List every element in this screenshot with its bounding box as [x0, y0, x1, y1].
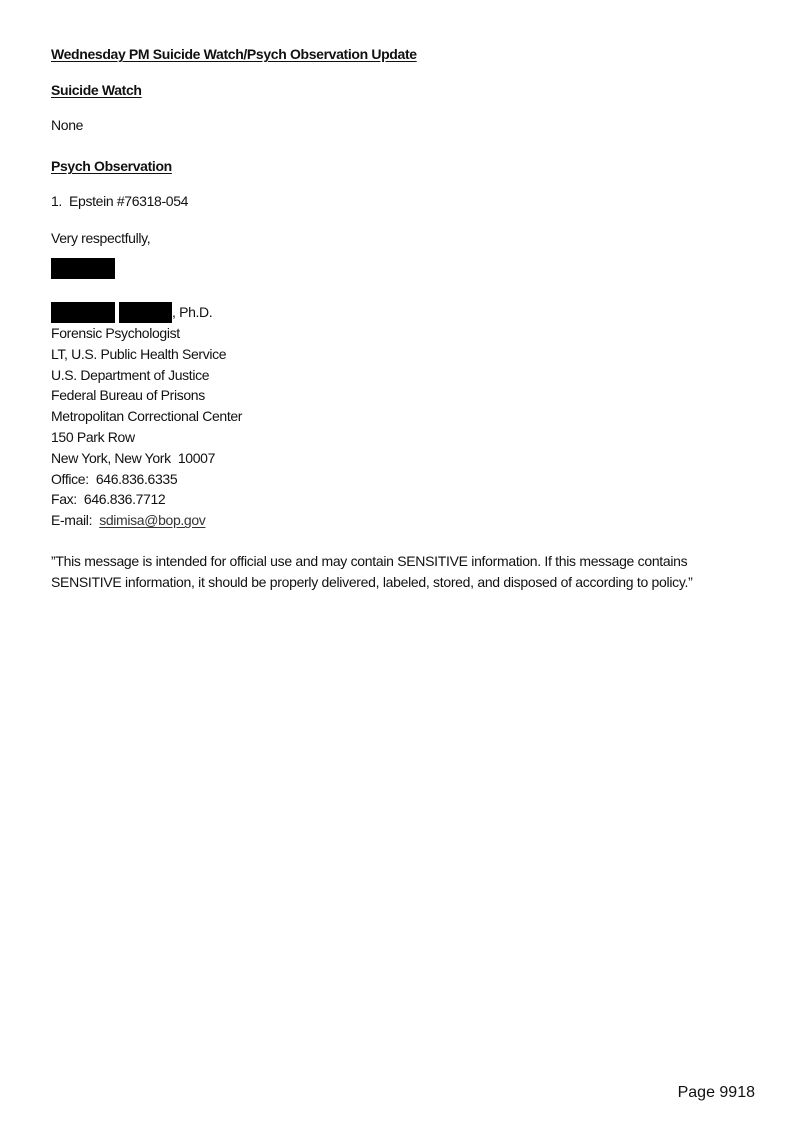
closing: Very respectfully, [51, 230, 151, 246]
disclaimer: ”This message is intended for official use and may contain SENSITIVE information. If this message contains SENSITIVE information, it should be properly delivered, labeled, stored, and disposed of according to policy.” [51, 553, 693, 590]
email-label: E-mail: [51, 512, 100, 529]
psych-observation-item: 1. Epstein #76318-054 [51, 193, 189, 209]
signature-line: LT, U.S. Public Health Service [51, 345, 227, 362]
redaction-box [119, 302, 172, 323]
suicide-watch-heading: Suicide Watch [51, 82, 142, 98]
signature-block [51, 323, 242, 531]
signature-line: Office: 646.836.6335 [51, 470, 178, 487]
signature-line: Fax: 646.836.7712 [51, 491, 166, 508]
redaction-box [51, 302, 115, 323]
signature-line: 150 Park Row [51, 428, 135, 445]
page-number: Page 9918 [677, 1084, 755, 1101]
suicide-watch-body: None [51, 117, 84, 133]
email-link[interactable]: sdimisa@bop.gov [99, 512, 206, 529]
redaction-box [51, 258, 115, 279]
signature-line: New York, New York 10007 [51, 449, 216, 466]
email-line [51, 510, 242, 531]
signature-line: U.S. Department of Justice [51, 366, 210, 383]
psych-observation-heading: Psych Observation [51, 158, 172, 174]
signature-line: Forensic Psychologist [51, 325, 180, 341]
signature-credential: , Ph.D. [172, 304, 213, 320]
document-title: Wednesday PM Suicide Watch/Psych Observation Update [51, 46, 417, 62]
signature-line: Federal Bureau of Prisons [51, 387, 205, 404]
signature-line: Metropolitan Correctional Center [51, 408, 243, 425]
